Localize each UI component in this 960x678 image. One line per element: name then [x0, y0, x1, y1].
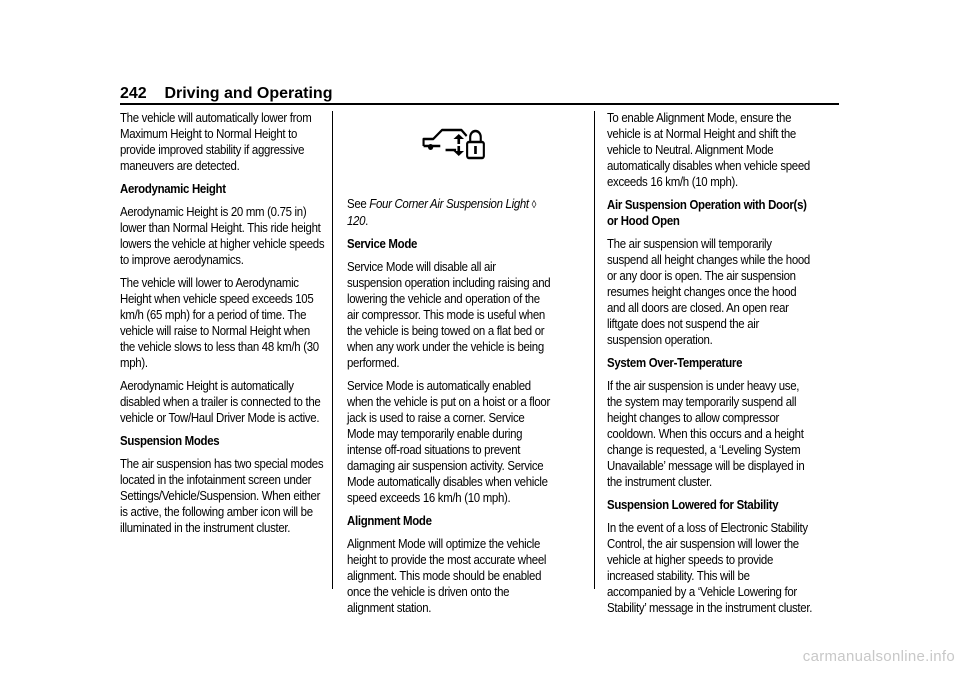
paragraph: Aerodynamic Height is automatically disabled when a trailer is connected to the vehicle or Tow/Haul Driver Mode is active. [120, 378, 321, 425]
column-divider [594, 111, 595, 589]
subheading-suspension-modes: Suspension Modes [120, 433, 220, 448]
page-number: 242 [120, 85, 147, 102]
section-title: Driving and Operating [164, 85, 333, 102]
paragraph: The air suspension will temporarily suspend all height changes while the hood or any door is open. The air suspension resumes height changes once the hood and all doors are closed. An open rear liftgate does not suspend the air suspension operation. [607, 236, 810, 347]
column-middle [347, 110, 553, 623]
paragraph: Aerodynamic Height is 20 mm (0.75 in) lower than Normal Height. This ride height lowers the vehicle at higher vehicle speeds to improve aerodynamics. [120, 204, 325, 267]
subheading-service-mode: Service Mode [347, 236, 418, 251]
paragraph: Alignment Mode will optimize the vehicle height to provide the most accurate wheel alignment. This mode should be enabled once the vehicle is driven onto the alignment station. [347, 536, 547, 615]
suspension-lock-icon [421, 124, 488, 164]
paragraph: The air suspension has two special modes located in the infotainment screen under Settings/Vehicle/Suspension. When either is active, the following amber icon will be illuminated in the instrument cluster. [120, 456, 324, 535]
paragraph: Service Mode is automatically enabled when the vehicle is put on a hoist or a floor jack is used to raise a corner. Service Mode may temporarily enable during intense off-road situations to prevent damaging air suspension activity. Service Mode automatically disables when vehicle speed exceeds 16 km/h (10 mph). [347, 378, 551, 505]
paragraph: To enable Alignment Mode, ensure the vehicle is at Normal Height and shift the vehicle to Neutral. Alignment Mode automatically disables when vehicle speed exceeds 16 km/h (10 mph). [607, 110, 810, 189]
paragraph: The vehicle will lower to Aerodynamic Height when vehicle speed exceeds 105 km/h (65 mph) for a period of time. The vehicle will raise to Normal Height when the vehicle slows to less than 48 km/h (30 mph). [120, 275, 319, 370]
subheading-alignment-mode: Alignment Mode [347, 513, 432, 528]
subheading-door-hood-open: Air Suspension Operation with Door(s) or Hood Open [607, 197, 807, 228]
paragraph: In the event of a loss of Electronic Stability Control, the air suspension will lower the vehicle at higher speeds to provide increased stability. This will be accompanied by a ‘Vehicle Lowering for Stability’ message in the instrument cluster. [607, 520, 813, 615]
subheading-lowered-stability: Suspension Lowered for Stability [607, 497, 779, 512]
paragraph: Service Mode will disable all air suspension operation including raising and lowering the vehicle and operation of the air compressor. This mode is useful when the vehicle is being towed on a flat bed or when any work under the vehicle is being performed. [347, 259, 551, 370]
reference-page[interactable]: 120 [347, 213, 366, 228]
paragraph: If the air suspension is under heavy use, the system may temporarily suspend all height changes to allow compressor cooldown. When this occurs and a height change is requested, a ‘Leveling System Unavailable’ message will be displayed in the instrument cluster. [607, 378, 805, 489]
column-right [607, 110, 813, 623]
icon-figure [347, 110, 553, 186]
cross-reference: See Four Corner Air Suspension Light ◊ 120. [347, 196, 537, 228]
subheading-aerodynamic-height: Aerodynamic Height [120, 181, 226, 196]
reference-link[interactable]: Four Corner Air Suspension Light [369, 196, 529, 211]
page-header [120, 84, 839, 104]
subheading-over-temperature: System Over-Temperature [607, 355, 743, 370]
header-rule [120, 103, 839, 105]
column-divider [332, 111, 333, 589]
column-left [120, 110, 326, 543]
watermark: carmanualsonline.info [802, 648, 955, 665]
page-ref-arrow-icon: ◊ [531, 199, 537, 211]
paragraph: The vehicle will automatically lower from Maximum Height to Normal Height to provide improved stability if aggressive maneuvers are detected. [120, 110, 312, 173]
